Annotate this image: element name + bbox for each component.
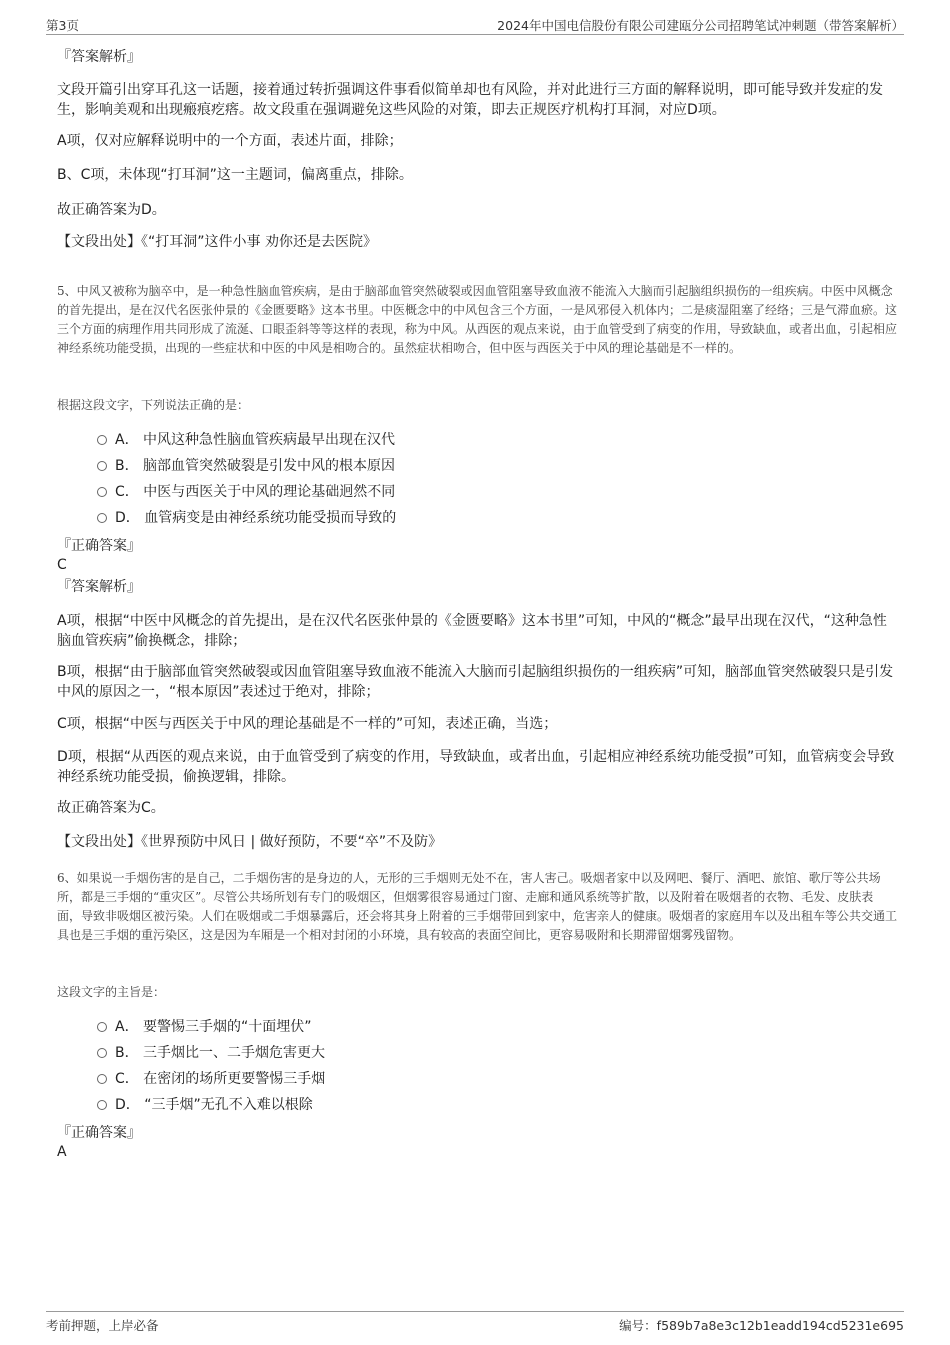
footer-serial: 编号：f589b7a8e3c12b1eadd194cd5231e695	[619, 1318, 904, 1333]
q5-analysis-a: A项，根据“中医中风概念的首先提出，是在汉代名医张仲景的《金匮要略》这本书里”可知，中风的“概念”最早出现在汉代，“这种急性脑血管疾病”偷换概念，排除；	[57, 613, 887, 649]
q6-option-d[interactable]: D． “三手烟”无孔不入难以根除	[97, 1096, 313, 1114]
prev-analysis-label: 『答案解析』	[57, 49, 141, 65]
prev-analysis-p4: 故正确答案为D。	[57, 202, 166, 218]
prev-source: 【文段出处】《“打耳洞”这件小事 劝你还是去医院》	[57, 234, 377, 250]
q6-answer: A	[57, 1144, 67, 1160]
q5-option-b[interactable]: B． 脑部血管突然破裂是引发中风的根本原因	[97, 457, 395, 475]
q5-answer: C	[57, 557, 67, 573]
prev-analysis-p2: A项，仅对应解释说明中的一个方面，表述片面，排除；	[57, 133, 403, 149]
q5-source: 【文段出处】《世界预防中风日 | 做好预防，不要“卒”不及防》	[57, 834, 443, 850]
document-title: 2024年中国电信股份有限公司建瓯分公司招聘笔试冲刺题（带答案解析）	[497, 18, 904, 33]
radio-icon[interactable]	[97, 1048, 107, 1058]
q5-analysis-d: D项，根据“从西医的观点来说，由于血管受到了病变的作用，导致缺血，或者出血，引起相应神经系统功能受损”可知，血管病变会导致神经系统功能受损，偷换逻辑，排除。	[57, 749, 895, 785]
q5-option-d[interactable]: D． 血管病变是由神经系统功能受损而导致的	[97, 509, 396, 527]
q5-analysis-c: C项，根据“中医与西医关于中风的理论基础是不一样的”可知，表述正确，当选；	[57, 716, 558, 732]
q6-option-b[interactable]: B． 三手烟比一、二手烟危害更大	[97, 1044, 325, 1062]
radio-icon[interactable]	[97, 487, 107, 497]
q5-analysis-b: B项，根据“由于脑部血管突然破裂或因血管阻塞导致血液不能流入大脑而引起脑组织损伤的一组疾病”可知，脑部血管突然破裂只是引发中风的原因之一，“根本原因”表述过于绝对，排除；	[57, 664, 894, 700]
q5-conclusion: 故正确答案为C。	[57, 800, 165, 816]
radio-icon[interactable]	[97, 513, 107, 523]
radio-icon[interactable]	[97, 1100, 107, 1110]
q5-option-c[interactable]: C． 中医与西医关于中风的理论基础迥然不同	[97, 483, 395, 501]
page-number: 第3页	[46, 18, 79, 33]
q6-prompt: 这段文字的主旨是：	[57, 985, 166, 999]
q6-stem: 6、如果说一手烟伤害的是自己，二手烟伤害的是身边的人，无形的三手烟则无处不在，害人害己。吸烟者家中以及网吧、餐厅、酒吧、旅馆、歌厅等公共场所，都是三手烟的“重灾区”。尽管公共场所划有专门的吸烟区，但烟雾很容易通过门窗、走廊和通风系统等扩散，以及附着在吸烟者的衣物、毛发、皮肤表面，导致非吸烟区被污染。人们在吸烟或二手烟暴露后，还会将其身上附着的三手烟带回到家中，危害亲人的健康。吸烟者的家庭用车以及出租车等公共交通工具也是三手烟的重污染区，这是因为车厢是一个相对封闭的小环境，具有较高的表面空间比，更容易吸附和长期滞留烟雾残留物。	[57, 871, 898, 942]
q6-option-a[interactable]: A． 要警惕三手烟的“十面埋伏”	[97, 1018, 312, 1036]
prev-analysis-p1: 文段开篇引出穿耳孔这一话题，接着通过转折强调这件事看似简单却也有风险，并对此进行三方面的解释说明，即可能导致并发症的发生，影响美观和出现瘢痕疙瘩。故文段重在强调避免这些风险的对策，即去正规医疗机构打耳洞，对应D项。	[57, 82, 883, 118]
footer-slogan: 考前押题，上岸必备	[46, 1318, 159, 1333]
q5-option-a[interactable]: A． 中风这种急性脑血管疾病最早出现在汉代	[97, 431, 395, 449]
radio-icon[interactable]	[97, 1074, 107, 1084]
q5-prompt: 根据这段文字，下列说法正确的是：	[57, 398, 250, 412]
page-footer	[46, 1311, 904, 1334]
q5-analysis-label: 『答案解析』	[57, 579, 141, 595]
q6-answer-label: 『正确答案』	[57, 1125, 141, 1141]
radio-icon[interactable]	[97, 461, 107, 471]
q5-stem: 5、中风又被称为脑卒中，是一种急性脑血管疾病，是由于脑部血管突然破裂或因血管阻塞导致血液不能流入大脑而引起脑组织损伤的一组疾病。中医中风概念的首先提出，是在汉代名医张仲景的《金匮要略》这本书里。中医概念中的中风包含三个方面，一是风邪侵入机体内；二是痰湿阻塞了经络；三是气滞血瘀。这三个方面的病理作用共同形成了流涎、口眼歪斜等等这样的表现，称为中风。从西医的观点来说，由于血管受到了病变的作用，导致缺血，或者出血，引起相应神经系统功能受损，出现的一些症状和中医的中风是相吻合的。虽然症状相吻合，但中医与西医关于中风的理论基础是不一样的。	[57, 284, 898, 355]
q5-answer-label: 『正确答案』	[57, 538, 141, 554]
radio-icon[interactable]	[97, 1022, 107, 1032]
q6-option-c[interactable]: C． 在密闭的场所更要警惕三手烟	[97, 1070, 325, 1088]
page-header	[46, 14, 904, 35]
radio-icon[interactable]	[97, 435, 107, 445]
prev-analysis-p3: B、C项，未体现“打耳洞”这一主题词，偏离重点，排除。	[57, 167, 413, 183]
